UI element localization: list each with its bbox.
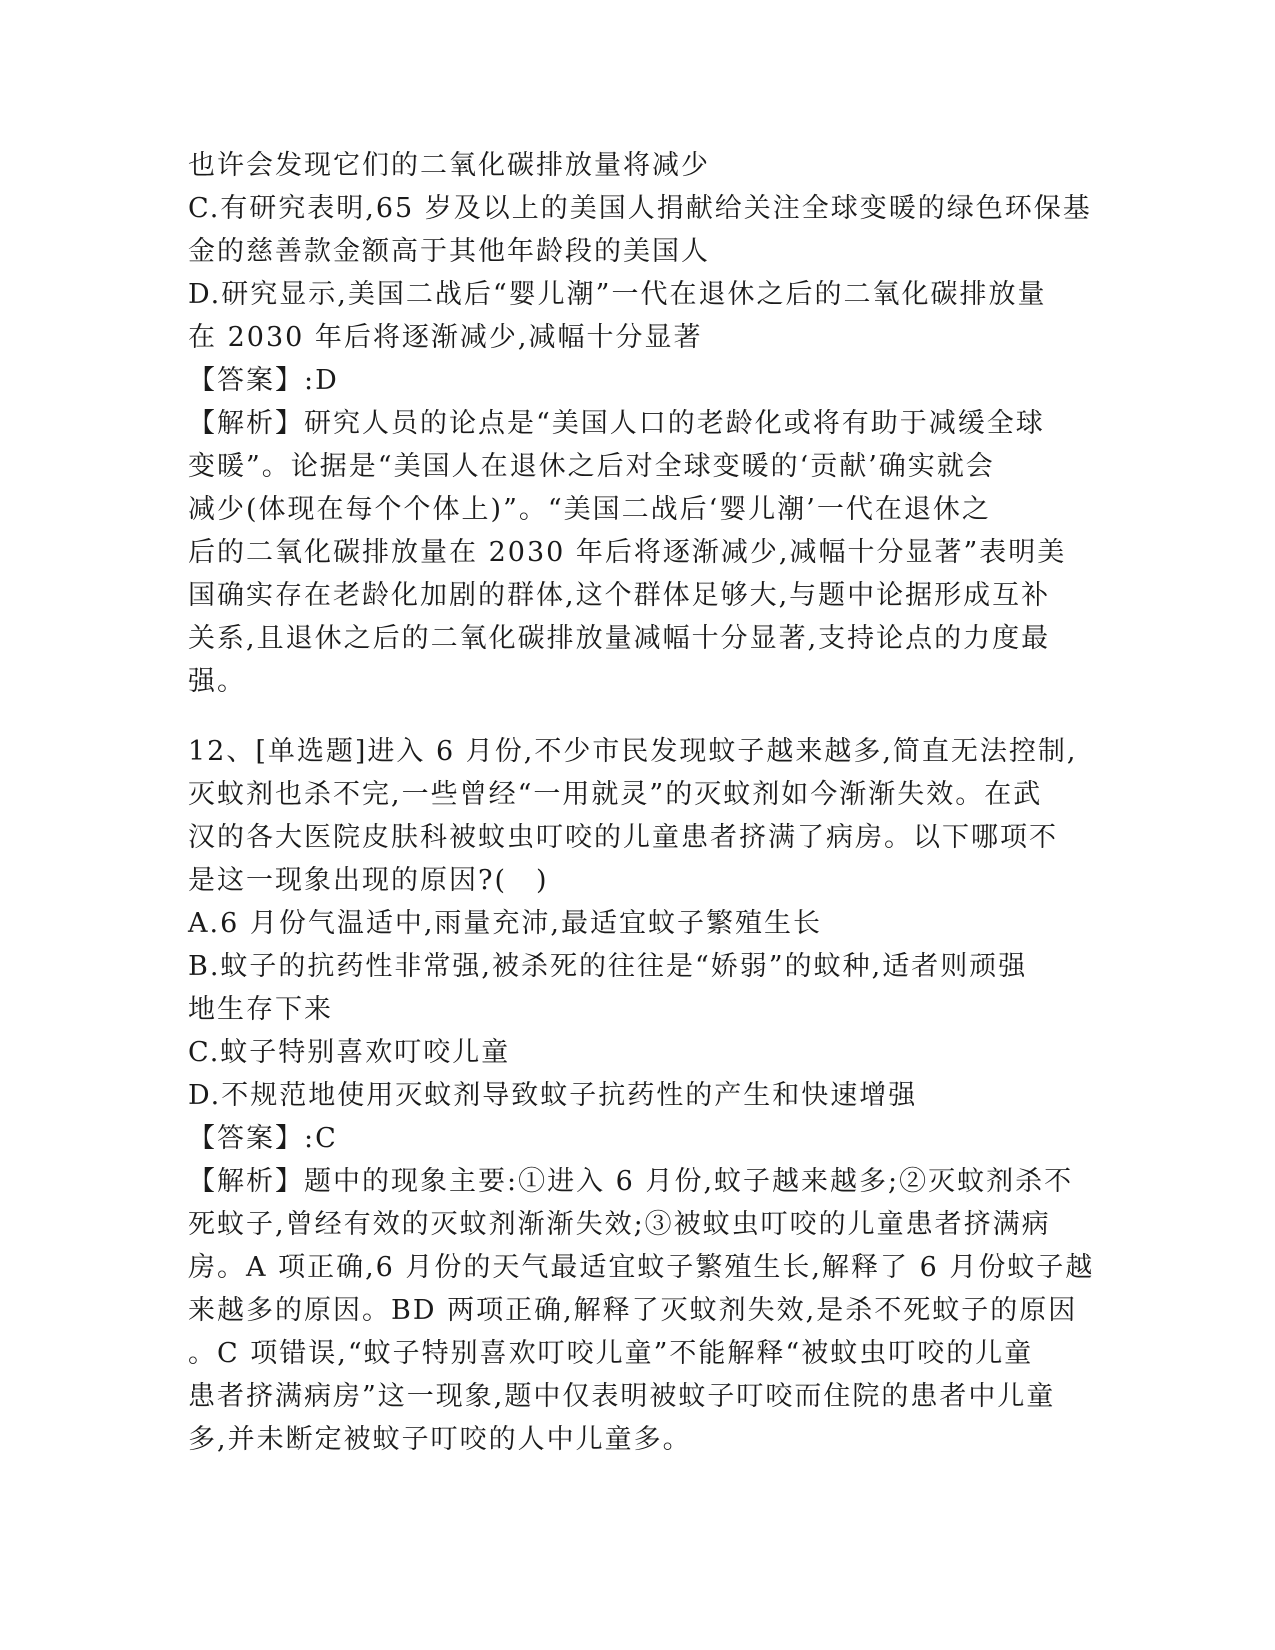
analysis-line-1: 【解析】研究人员的论点是“美国人口的老龄化或将有助于减缓全球: [188, 408, 1045, 439]
analysis-line-2: 死蚊子,曾经有效的灭蚊剂渐渐失效;③被蚊虫叮咬的儿童患者挤满病: [188, 1209, 1051, 1240]
analysis-line-5: 国确实存在老龄化加剧的群体,这个群体足够大,与题中论据形成互补: [188, 580, 1051, 611]
option-c-line-1: C.有研究表明,65 岁及以上的美国人捐献给关注全球变暖的绿色环保基: [188, 193, 1092, 224]
analysis-line-4: 来越多的原因。BD 两项正确,解释了灭蚊剂失效,是杀不死蚊子的原因: [188, 1295, 1078, 1326]
analysis-line-6: 患者挤满病房”这一现象,题中仅表明被蚊子叮咬而住院的患者中儿童: [188, 1381, 1056, 1412]
document-body: [188, 144, 1095, 1461]
option-c: C.蚊子特别喜欢叮咬儿童: [188, 1037, 511, 1068]
analysis-line-2: 变暖”。论据是“美国人在退休之后对全球变暖的‘贡献’确实就会: [188, 451, 995, 482]
question-stem-line-1: 12、[单选题]进入 6 月份,不少市民发现蚊子越来越多,简直无法控制,: [188, 736, 1078, 767]
analysis-line-7: 多,并未断定被蚊子叮咬的人中儿童多。: [188, 1424, 692, 1455]
analysis-line-5: 。C 项错误,“蚊子特别喜欢叮咬儿童”不能解释“被蚊虫叮咬的儿童: [188, 1338, 1034, 1369]
analysis-line-3: 房。A 项正确,6 月份的天气最适宜蚊子繁殖生长,解释了 6 月份蚊子越: [188, 1252, 1095, 1283]
analysis-line-7: 强。: [188, 666, 246, 697]
question-11-tail: [188, 144, 1092, 703]
option-b-continuation: 也许会发现它们的二氧化碳排放量将减少: [188, 150, 710, 181]
option-d-line-2: 在 2030 年后将逐渐减少,减幅十分显著: [188, 322, 703, 353]
answer-line: 【答案】:C: [188, 1123, 338, 1154]
analysis-line-1: 【解析】题中的现象主要:①进入 6 月份,蚊子越来越多;②灭蚊剂杀不: [188, 1166, 1074, 1197]
analysis-line-6: 关系,且退休之后的二氧化碳排放量减幅十分显著,支持论点的力度最: [188, 623, 1051, 654]
section-gap: [188, 703, 1088, 730]
option-c-line-2: 金的慈善款金额高于其他年龄段的美国人: [188, 236, 710, 267]
question-stem-line-3: 汉的各大医院皮肤科被蚊虫叮咬的儿童患者挤满了病房。以下哪项不: [188, 822, 1058, 853]
question-stem-line-4: 是这一现象出现的原因?( ): [188, 865, 549, 896]
option-d: D.不规范地使用灭蚊剂导致蚊子抗药性的产生和快速增强: [188, 1080, 918, 1111]
analysis-line-4: 后的二氧化碳排放量在 2030 年后将逐渐减少,减幅十分显著”表明美: [188, 537, 1067, 568]
option-b-line-1: B.蚊子的抗药性非常强,被杀死的往往是“娇弱”的蚊种,适者则顽强: [188, 951, 1028, 982]
analysis-line-3: 减少(体现在每个个体上)”。“美国二战后‘婴儿潮’一代在退休之: [188, 494, 991, 525]
answer-line: 【答案】:D: [188, 365, 339, 396]
option-a: A.6 月份气温适中,雨量充沛,最适宜蚊子繁殖生长: [188, 908, 823, 939]
option-b-line-2: 地生存下来: [188, 994, 333, 1025]
option-d-line-1: D.研究显示,美国二战后“婴儿潮”一代在退休之后的二氧化碳排放量: [188, 279, 1047, 310]
question-stem-line-2: 灭蚊剂也杀不完,一些曾经“一用就灵”的灭蚊剂如今渐渐失效。在武: [188, 779, 1043, 810]
question-12: [188, 730, 1095, 1461]
